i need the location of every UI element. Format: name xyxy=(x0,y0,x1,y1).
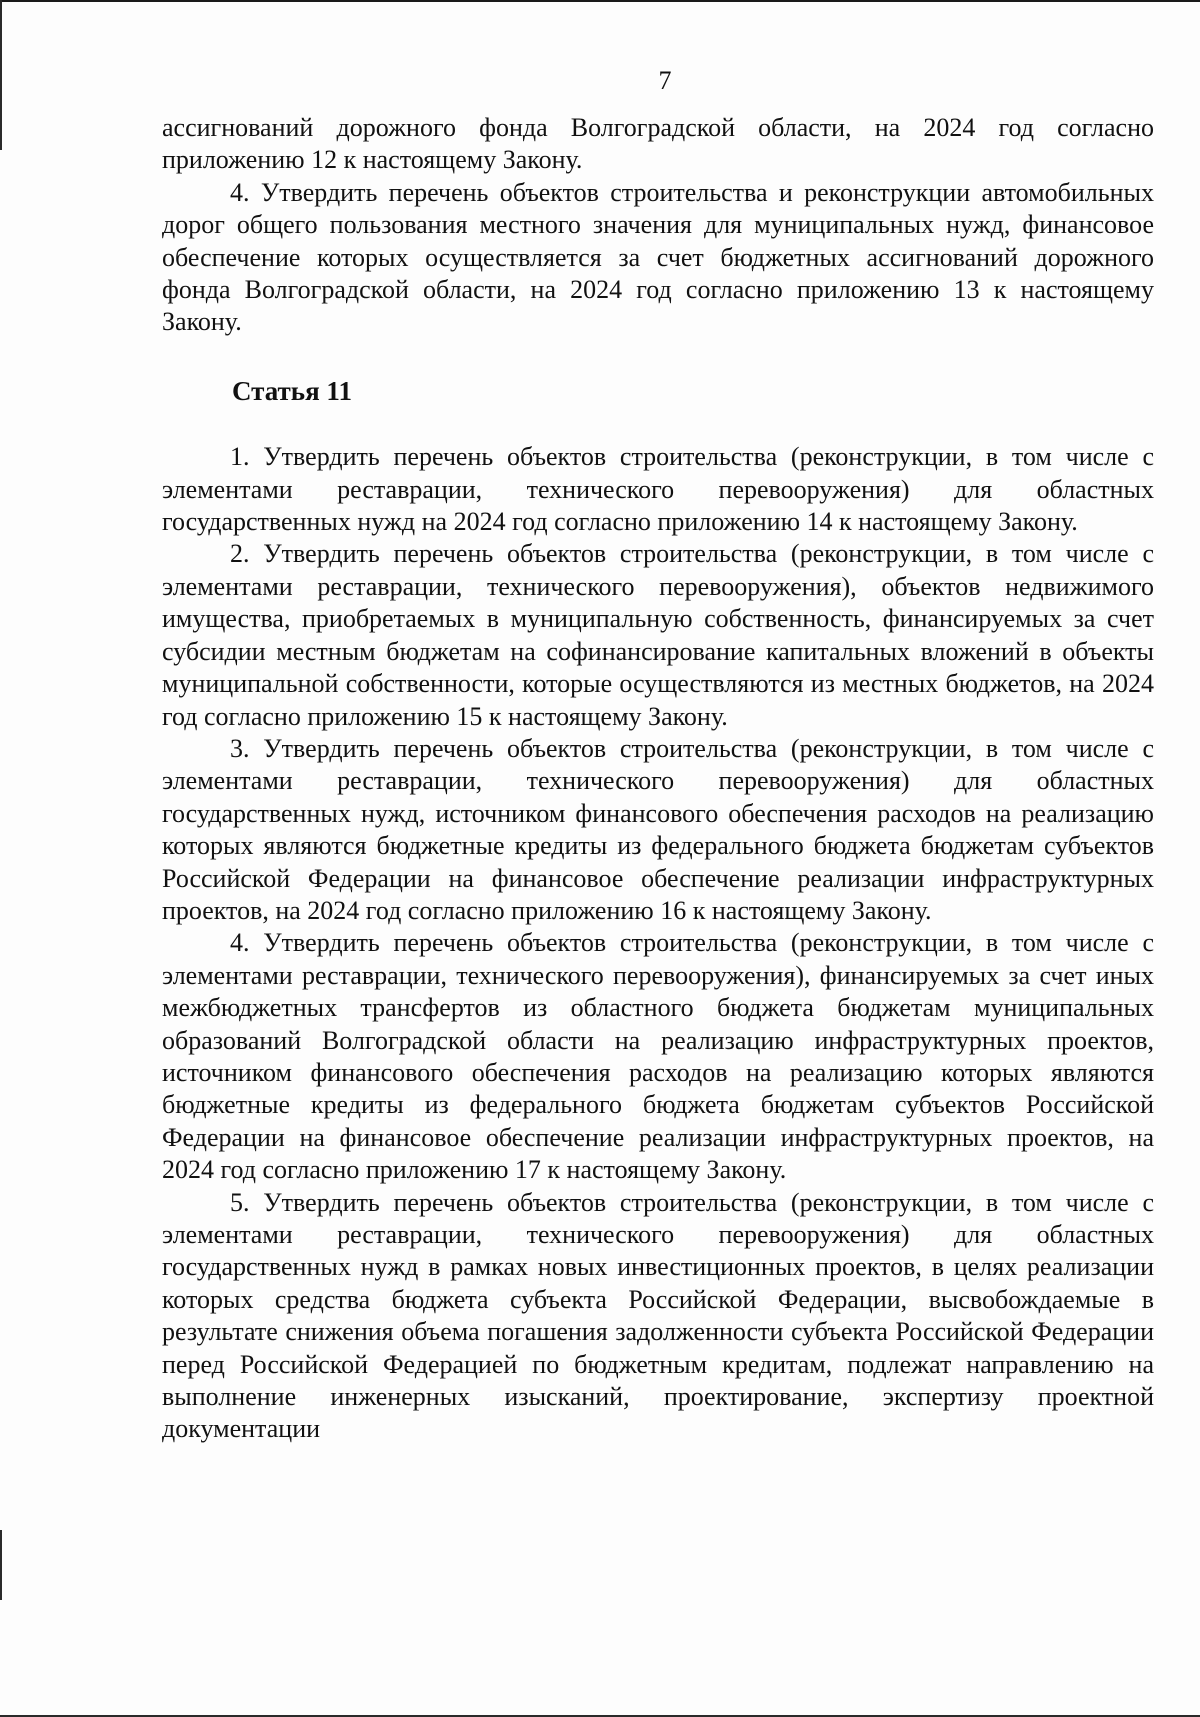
article-item-5: 5. Утвердить перечень объектов строительства (реконструкции, в том числе с элементами реставрации, технического перевооружения) для областных государственных нужд в рамках новых инвестиционных проектов, в целях реализации которых средства бюджета субъекта Российской Федерации, высвобождаемые в результате снижения объема погашения задолженности субъекта Российской Федерации перед Российской Федерацией по бюджетным кредитам, подлежат направлению на выполнение инженерных изысканий, проектирование, экспертизу проектной документации xyxy=(162,1187,1154,1444)
article-item-3: 3. Утвердить перечень объектов строительства (реконструкции, в том числе с элементами реставрации, технического перевооружения) для областных государственных нужд, источником финансового обеспечения расходов на реализацию которых являются бюджетные кредиты из федерального бюджета бюджетам субъектов Российской Федерации на финансовое обеспечение реализации инфраструктурных проектов, на 2024 год согласно приложению 16 к настоящему Закону. xyxy=(162,733,1154,925)
article-item-2: 2. Утвердить перечень объектов строительства (реконструкции, в том числе с элементами реставрации, технического перевооружения), объектов недвижимого имущества, приобретаемых в муниципальную собственность, финансируемых за счет субсидии местным бюджетам на софинансирование капитальных вложений в объекты муниципальной собственности, которые осуществляются из местных бюджетов, на 2024 год согласно приложению 15 к настоящему Закону. xyxy=(162,539,1154,731)
document-body xyxy=(162,112,1154,1446)
article-item-1: 1. Утвердить перечень объектов строительства (реконструкции, в том числе с элементами реставрации, технического перевооружения) для областных государственных нужд на 2024 год согласно приложению 14 к настоящему Закону. xyxy=(162,442,1154,537)
article-heading: Статья 11 xyxy=(232,375,352,406)
article-item-4: 4. Утвердить перечень объектов строительства (реконструкции, в том числе с элементами реставрации, технического перевооружения), финансируемых за счет иных межбюджетных трансфертов из областного бюджета бюджетам муниципальных образований Волгоградской области на реализацию инфраструктурных проектов, источником финансового обеспечения расходов на реализацию которых являются бюджетные кредиты из федерального бюджета бюджетам субъектов Российской Федерации на финансовое обеспечение реализации инфраструктурных проектов, на 2024 год согласно приложению 17 к настоящему Закону. xyxy=(162,928,1154,1185)
paragraph-item-4: 4. Утвердить перечень объектов строительства и реконструкции автомобильных дорог общего пользования местного значения для муниципальных нужд, финансовое обеспечение которых осуществляется за счет бюджетных ассигнований дорожного фонда Волгоградской области, на 2024 год согласно приложению 13 к настоящему Закону. xyxy=(162,177,1154,337)
page-number: 7 xyxy=(658,66,672,95)
paragraph-continuation: ассигнований дорожного фонда Волгоградской области, на 2024 год согласно приложению 12 к настоящему Закону. xyxy=(162,113,1154,175)
scan-edge-left-lower xyxy=(0,1530,2,1600)
scan-edge-top xyxy=(0,0,1200,2)
